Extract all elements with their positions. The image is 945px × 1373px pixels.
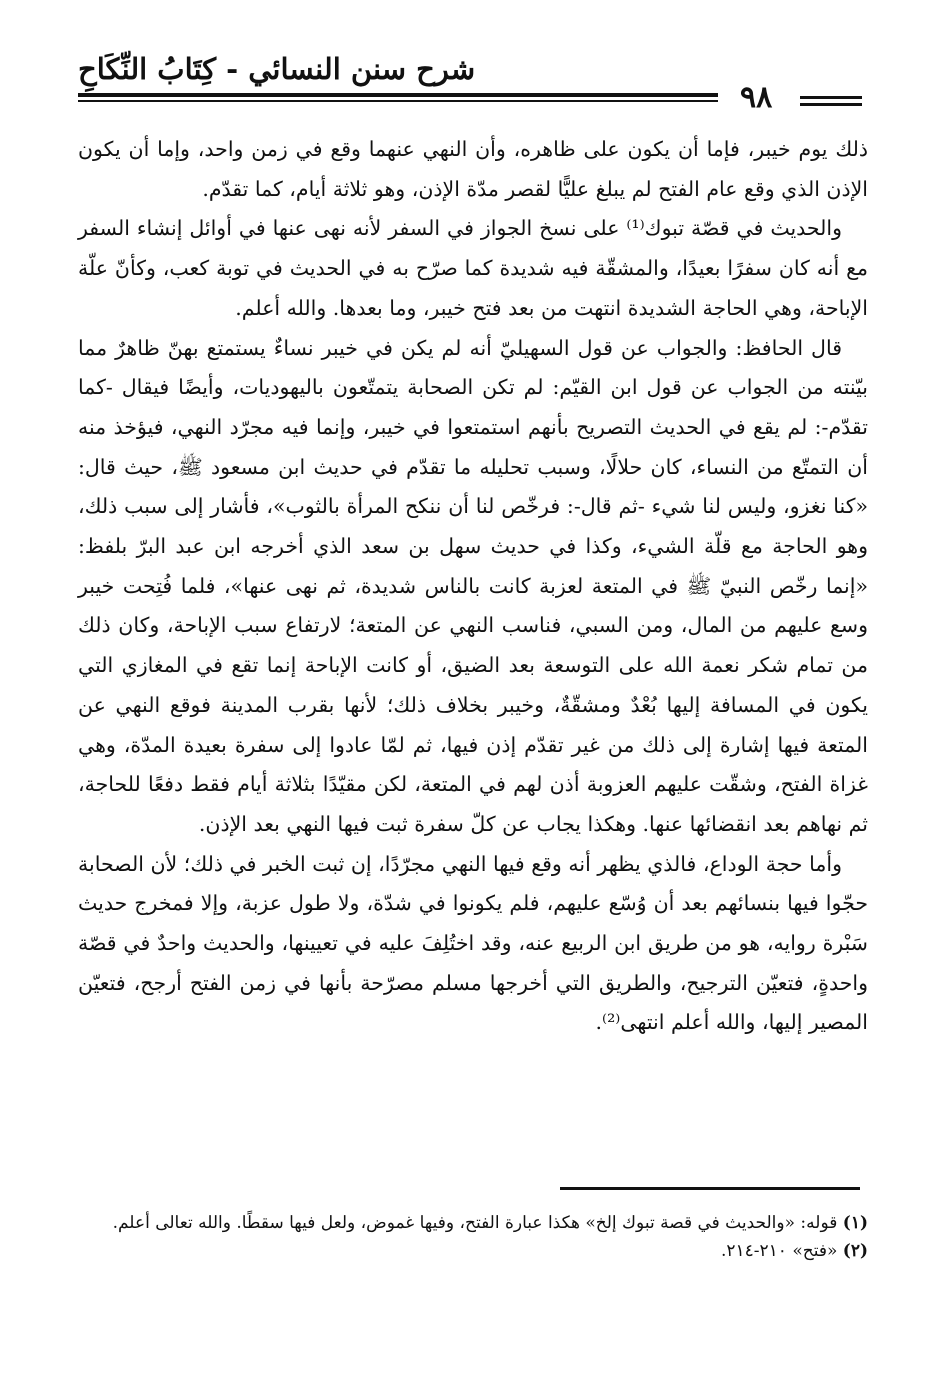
body-text	[78, 130, 868, 1043]
footnote	[78, 1210, 868, 1236]
page-number: ٩٨	[740, 80, 773, 115]
footnote-mark: (٢)	[842, 1241, 868, 1261]
paragraph: والحديث في قصّة تبوك⁽¹⁾ على نسخ الجواز في السفر لأنه نهى عنها في أوائل إنشاء السفر مع أنه كان سفرًا بعيدًا، والمشقّة فيه شديدة كما صرّح به في الحديث في توبة كعب، وكأنّ علّة الإباحة، وهي الحاجة الشديدة انتهت من بعد فتح خيبر، وما بعدها. والله أعلم.	[78, 216, 868, 320]
paragraph: وأما حجة الوداع، فالذي يظهر أنه وقع فيها النهي مجرّدًا، إن ثبت الخبر في ذلك؛ لأن الصحابة حجّوا فيها بنسائهم بعد أن وُسّع عليهم، فلم يكونوا في شدّة، ولا طول عزبة، وإلا فمخرج حديث سَبْرة روايه، هو من طريق ابن الربيع عنه، وقد اختُلِفَ عليه في تعيينها، والحديث واحدٌ في قصّة واحدةٍ، فتعيّن الترجيح، والطريق التي أخرجها مسلم مصرّحة بأنها في زمن الفتح أرجح، فتعيّن المصير إليها، والله أعلم انتهى⁽²⁾.	[78, 851, 868, 1035]
footnote-text: «فتح» ٢١٠-٢١٤.	[720, 1241, 838, 1261]
running-header-title: شرح سنن النسائي - كِتَابُ النِّكَاحِ	[78, 52, 476, 86]
paragraph: قال الحافظ: والجواب عن قول السهيليّ أنه لم يكن في خيبر نساءٌ يستمتع بهنّ ظاهرٌ مما بيّنته من الجواب عن قول ابن القيّم: لم تكن الصحابة يتمتّعون باليهوديات، وأيضًا فيقال -كما تقدّم-: لم يقع في الحديث التصريح بأنهم استمتعوا في خيبر، وإنما فيه مجرّد النهي، فيؤخذ منه أن التمتّع من النساء، كان حلالًا، وسبب تحليله ما تقدّم في حديث ابن مسعود ﷺ، حيث قال: «كنا نغزو، وليس لنا شيء -ثم قال-: فرخّص لنا أن ننكح المرأة بالثوب»، فأشار إلى سبب ذلك، وهو الحاجة مع قلّة الشيء، وكذا في حديث سهل بن سعد الذي أخرجه ابن عبد البرّ بلفظ: «إنما رخّص النبيّ ﷺ في المتعة لعزبة كانت بالناس شديدة، ثم نهى عنها»، فلما فُتِحت خيبر وسع عليهم من المال، ومن السبي، فناسب النهي عن المتعة؛ لارتفاع سبب الإباحة، وكان ذلك من تمام شكر نعمة الله على التوسعة بعد الضيق، أو كانت الإباحة إنما تقع في المغازي التي يكون في المسافة إليها بُعْدٌ ومشقّةٌ، وخيبر بخلاف ذلك؛ لأنها بقرب المدينة فوقع النهي عن المتعة فيها إشارة إلى ذلك من غير تقدّم إذن فيها، ثم لمّا عادوا إلى سفرة بعيدة المدّة، وهي غزاة الفتح، وشقّت عليهم العزوبة أذن لهم في المتعة، لكن مقيّدًا بثلاثة أيام فقط دفعًا للحاجة، ثم نهاهم بعد انقضائها عنها. وهكذا يجاب عن كلّ سفرة ثبت فيها النهي بعد الإذن.	[78, 335, 868, 836]
header-rule-thin	[78, 100, 718, 102]
footnote-text: قوله: «والحديث في قصة تبوك إلخ» هكذا عبارة الفتح، وفيها غموض، ولعل فيها سقطًا. والله تعالى أعلم.	[112, 1213, 838, 1233]
paragraph: ذلك يوم خيبر، فإما أن يكون على ظاهره، وأن النهي عنهما وقع في زمن واحد، وإما أن يكون الإذن الذي وقع عام الفتح لم يبلغ عليًّا لقصر مدّة الإذن، وهو ثلاثة أيام، كما تقدّم.	[78, 137, 868, 201]
header-rule	[78, 93, 718, 97]
footnotes	[78, 1210, 868, 1266]
footnote-mark: (١)	[842, 1213, 868, 1233]
footnote-separator	[560, 1187, 860, 1190]
footnote	[78, 1238, 868, 1264]
page-number-rules	[800, 96, 862, 110]
